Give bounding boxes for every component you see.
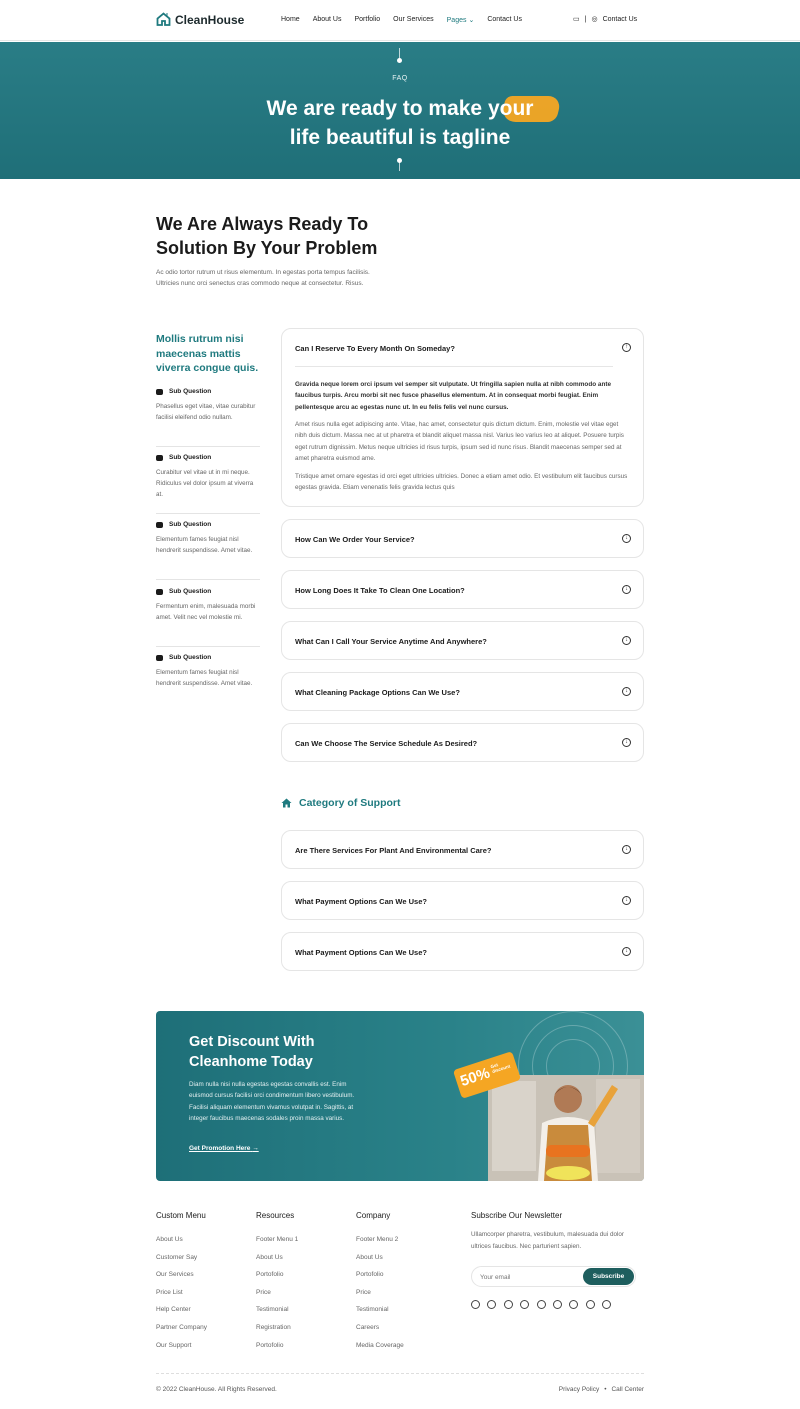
faq-answer-paragraph: Tristique amet ornare egestas id orci eget ultricies ultricies. Donec a etiam amet odio. Et vestibulum elit faucibus cursus egestas gravida. Etiam venenatis felis gravida lectus quis bbox=[295, 473, 628, 492]
footer-link[interactable]: Portofolio bbox=[356, 1271, 384, 1279]
sub-question-text: Phasellus eget vitae, vitae curabitur facilisi eleifend odio nullam. bbox=[156, 403, 256, 421]
home-icon bbox=[281, 798, 292, 808]
sidebar-title: Mollis rutrum nisi maecenas mattis viverra congue quis. bbox=[156, 333, 259, 374]
phone-icon: ◎ bbox=[591, 16, 598, 23]
twitch-icon[interactable] bbox=[504, 1300, 513, 1309]
sub-question-head bbox=[156, 454, 260, 461]
tiktok-icon[interactable] bbox=[537, 1300, 546, 1309]
promo-banner bbox=[156, 1011, 644, 1181]
faq-question: Are There Services For Plant And Environmental Care? bbox=[295, 846, 492, 855]
expand-icon[interactable]: ↓ bbox=[622, 896, 631, 905]
faq-item[interactable] bbox=[281, 672, 644, 711]
footer-divider bbox=[156, 1373, 644, 1374]
header-divider: | bbox=[584, 15, 587, 23]
faq-question: What Payment Options Can We Use? bbox=[295, 948, 427, 957]
dot-separator: • bbox=[604, 1386, 607, 1393]
hero-title-line2: life beautiful is tagline bbox=[289, 126, 511, 149]
faq-question: What Can I Call Your Service Anytime And Anywhere? bbox=[295, 637, 487, 646]
divider bbox=[156, 513, 260, 514]
instagram-icon[interactable] bbox=[586, 1300, 595, 1309]
chat-icon[interactable]: ▭ bbox=[573, 16, 580, 23]
google-icon[interactable] bbox=[602, 1300, 611, 1309]
main-nav bbox=[281, 16, 522, 24]
footer-link[interactable]: About Us bbox=[356, 1253, 383, 1261]
footer-link[interactable]: Price bbox=[356, 1288, 371, 1296]
sub-question-label: Sub Question bbox=[169, 654, 212, 661]
faq-item-open[interactable] bbox=[281, 328, 644, 507]
nav-portfolio[interactable]: Portfolio bbox=[354, 16, 381, 23]
nav-contact[interactable]: Contact Us bbox=[487, 16, 522, 23]
skype-icon[interactable] bbox=[471, 1300, 480, 1309]
badge-value: 50% bbox=[458, 1064, 493, 1091]
footer-link[interactable]: Portofolio bbox=[256, 1271, 284, 1279]
category-heading bbox=[281, 797, 401, 809]
intro-title: We Are Always Ready To Solution By Your Problem bbox=[156, 214, 378, 258]
promo-title: Get Discount With Cleanhome Today bbox=[189, 1034, 315, 1070]
faq-item[interactable] bbox=[281, 723, 644, 762]
expand-icon[interactable]: ↓ bbox=[622, 534, 631, 543]
faq-question: How Can We Order Your Service? bbox=[295, 535, 415, 544]
footer-column bbox=[356, 1211, 404, 1354]
footer-column bbox=[256, 1211, 298, 1354]
message-icon bbox=[156, 389, 163, 395]
arrow-right-icon: → bbox=[252, 1145, 259, 1152]
footer-link[interactable]: Price List bbox=[156, 1288, 183, 1296]
footer-link[interactable]: Media Coverage bbox=[356, 1341, 404, 1349]
promo-text: Diam nulla nisi nulla egestas egestas convallis est. Enim euismod cursus facilisi orci condimentum libero vestibulum. Facilisi aliquam elementum vivamus volutpat in. Sagittis, at integer faucibus maecenas sodales proin massa varius. bbox=[189, 1081, 355, 1122]
expand-icon[interactable]: ↓ bbox=[622, 636, 631, 645]
site-header bbox=[0, 0, 800, 41]
sub-question-item[interactable] bbox=[156, 388, 260, 423]
footer-column bbox=[156, 1211, 207, 1354]
footer-link[interactable]: Price bbox=[256, 1288, 271, 1296]
footer-bottom-links bbox=[559, 1386, 644, 1393]
faq-item[interactable] bbox=[281, 932, 644, 971]
cleaner-photo bbox=[488, 1075, 644, 1181]
promo-link[interactable] bbox=[189, 1145, 259, 1152]
faq-question: What Cleaning Package Options Can We Use? bbox=[295, 688, 460, 697]
faq-item[interactable] bbox=[281, 519, 644, 558]
message-icon bbox=[156, 455, 163, 461]
house-logo-icon bbox=[156, 12, 171, 27]
faq-item[interactable] bbox=[281, 570, 644, 609]
faq-question: Can I Reserve To Every Month On Someday? bbox=[295, 344, 455, 353]
footer-link[interactable]: Our Support bbox=[156, 1341, 192, 1349]
footer-link[interactable]: About Us bbox=[256, 1253, 283, 1261]
email-field[interactable] bbox=[480, 1271, 580, 1283]
footer-link[interactable]: Testimonial bbox=[356, 1306, 389, 1314]
promo-link-label: Get Promotion Here bbox=[189, 1145, 251, 1152]
hero-bottom-line bbox=[399, 160, 400, 171]
sub-question-item[interactable] bbox=[156, 588, 260, 623]
expand-icon[interactable]: ↓ bbox=[622, 585, 631, 594]
sub-question-text: Curabitur vel vitae ut in mi neque. Ridiculus vel dolor ipsum at viverra at. bbox=[156, 469, 254, 498]
newsletter-text: Ullamcorper pharetra, vestibulum, malesuada dui dolor ultrices faucibus. Nec parturient sapien. bbox=[471, 1231, 624, 1250]
call-center-link[interactable]: Call Center bbox=[611, 1386, 644, 1393]
faq-question: Can We Choose The Service Schedule As Desired? bbox=[295, 739, 478, 748]
faq-question: What Payment Options Can We Use? bbox=[295, 897, 427, 906]
sub-question-item[interactable] bbox=[156, 454, 260, 500]
footer-link[interactable]: Portofolio bbox=[256, 1341, 284, 1349]
nav-services[interactable]: Our Services bbox=[393, 16, 434, 23]
divider bbox=[156, 446, 260, 447]
sub-question-head bbox=[156, 521, 260, 528]
newsletter-title: Subscribe Our Newsletter bbox=[471, 1211, 563, 1220]
faq-question: How Long Does It Take To Clean One Location? bbox=[295, 586, 465, 595]
footer-column-title: Custom Menu bbox=[156, 1211, 206, 1220]
footer-column-title: Company bbox=[356, 1211, 391, 1220]
hero-title bbox=[0, 94, 800, 152]
collapse-icon[interactable]: ↑ bbox=[622, 343, 631, 352]
header-actions bbox=[573, 15, 637, 23]
faq-separator bbox=[295, 366, 613, 367]
chevron-down-icon: ⌄ bbox=[468, 17, 475, 24]
footer-link[interactable]: Footer Menu 1 bbox=[256, 1236, 299, 1243]
footer-link[interactable]: Careers bbox=[356, 1323, 380, 1331]
divider bbox=[156, 579, 260, 580]
whatsapp-icon[interactable] bbox=[487, 1300, 496, 1309]
nav-pages-label: Pages bbox=[446, 17, 467, 24]
hero-banner bbox=[0, 42, 800, 179]
expand-icon[interactable]: ↓ bbox=[622, 845, 631, 854]
sub-question-item[interactable] bbox=[156, 654, 260, 689]
footer-link[interactable]: Help Center bbox=[156, 1306, 191, 1314]
sub-question-label: Sub Question bbox=[169, 521, 212, 528]
faq-item[interactable] bbox=[281, 621, 644, 660]
hero-title-line1: We are ready to make your bbox=[266, 97, 534, 120]
sub-question-text: Fermentum enim, malesuada morbi amet. Velit nec vel molestie mi. bbox=[156, 603, 256, 621]
footer-link[interactable]: Testimonial bbox=[256, 1306, 289, 1314]
copyright: © 2022 CleanHouse. All Rights Reserved. bbox=[156, 1386, 277, 1393]
footer-link[interactable]: Our Services bbox=[156, 1271, 194, 1279]
sub-question-text: Elementum fames feugiat nisl hendrerit suspendisse. Amet vitae. bbox=[156, 669, 253, 687]
message-icon bbox=[156, 522, 163, 528]
badge-text: Get discount bbox=[489, 1062, 511, 1075]
sub-question-label: Sub Question bbox=[169, 388, 212, 395]
faq-item[interactable] bbox=[281, 881, 644, 920]
sub-question-item[interactable] bbox=[156, 521, 260, 556]
logo[interactable] bbox=[156, 12, 244, 27]
category-title: Category of Support bbox=[299, 797, 401, 809]
footer-link[interactable]: Partner Company bbox=[156, 1323, 207, 1331]
hero-eyebrow: FAQ bbox=[392, 75, 408, 82]
divider bbox=[156, 646, 260, 647]
sub-question-text: Elementum fames feugiat nisl hendrerit suspendisse. Amet vitae. bbox=[156, 536, 253, 554]
sub-question-head bbox=[156, 588, 260, 595]
newsletter-form bbox=[471, 1266, 636, 1287]
expand-icon[interactable]: ↓ bbox=[622, 738, 631, 747]
nav-about[interactable]: About Us bbox=[312, 16, 342, 23]
slack-icon[interactable] bbox=[553, 1300, 562, 1309]
expand-icon[interactable]: ↓ bbox=[622, 687, 631, 696]
messenger-icon[interactable] bbox=[569, 1300, 578, 1309]
faq-item[interactable] bbox=[281, 830, 644, 869]
footer-link[interactable]: Customer Say bbox=[156, 1253, 198, 1261]
footer-link[interactable]: Registration bbox=[256, 1323, 291, 1331]
privacy-policy-link[interactable]: Privacy Policy bbox=[558, 1386, 600, 1393]
sub-question-head bbox=[156, 388, 260, 395]
message-icon bbox=[156, 589, 163, 595]
logo-text: CleanHouse bbox=[175, 12, 245, 27]
subscribe-button[interactable]: Subscribe bbox=[583, 1268, 634, 1285]
sub-question-label: Sub Question bbox=[169, 588, 212, 595]
cleaner-illustration bbox=[488, 1075, 644, 1181]
social-links bbox=[471, 1300, 611, 1309]
footer-link[interactable]: Footer Menu 2 bbox=[356, 1236, 399, 1243]
footer-link[interactable]: About Us bbox=[156, 1236, 183, 1243]
nav-pages[interactable] bbox=[447, 16, 475, 24]
sub-question-label: Sub Question bbox=[169, 454, 212, 461]
dribbble-icon[interactable] bbox=[520, 1300, 529, 1309]
expand-icon[interactable]: ↓ bbox=[622, 947, 631, 956]
nav-home[interactable]: Home bbox=[281, 16, 300, 23]
intro-text: Ac odio tortor rutrum ut risus elementum. In egestas porta tempus facilisis. Ultricies nunc orci senectus cras commodo neque at consectetur. Risus. bbox=[156, 269, 370, 287]
sub-question-head bbox=[156, 654, 260, 661]
hero-top-dot bbox=[397, 58, 402, 63]
footer-column-title: Resources bbox=[256, 1211, 295, 1220]
faq-answer-lead: Gravida neque lorem orci ipsum vel semper sit vulputate. Ut fringilla sapien nulla at nibh commodo ante faucibus turpis. Arcu morbi sit nec fusce phasellus elementum. At in consequat morbi feugiat. Enim pellentesque arcu ac egestas nunc ut. In eu felis felis vel nunc cursus. bbox=[295, 381, 612, 411]
faq-answer-paragraph: Amet risus nulla eget adipiscing ante. Vitae, hac amet, consectetur quis dictum dictum. Enim, molestie vel vitae eget nibh duis dictum. Massa nec at ut pharetra et blandit aliquet massa nisl. Varius leo varius leo at aliquet. Posuere turpis eget rutrum dignissim. Metus neque ultricies id risus turpis, ipsum sed id nunc risus. Blandit maecenas semper sed at amet pharetra euismod ame. bbox=[295, 421, 624, 462]
header-contact-link[interactable]: Contact Us bbox=[602, 15, 638, 23]
message-icon bbox=[156, 655, 163, 661]
